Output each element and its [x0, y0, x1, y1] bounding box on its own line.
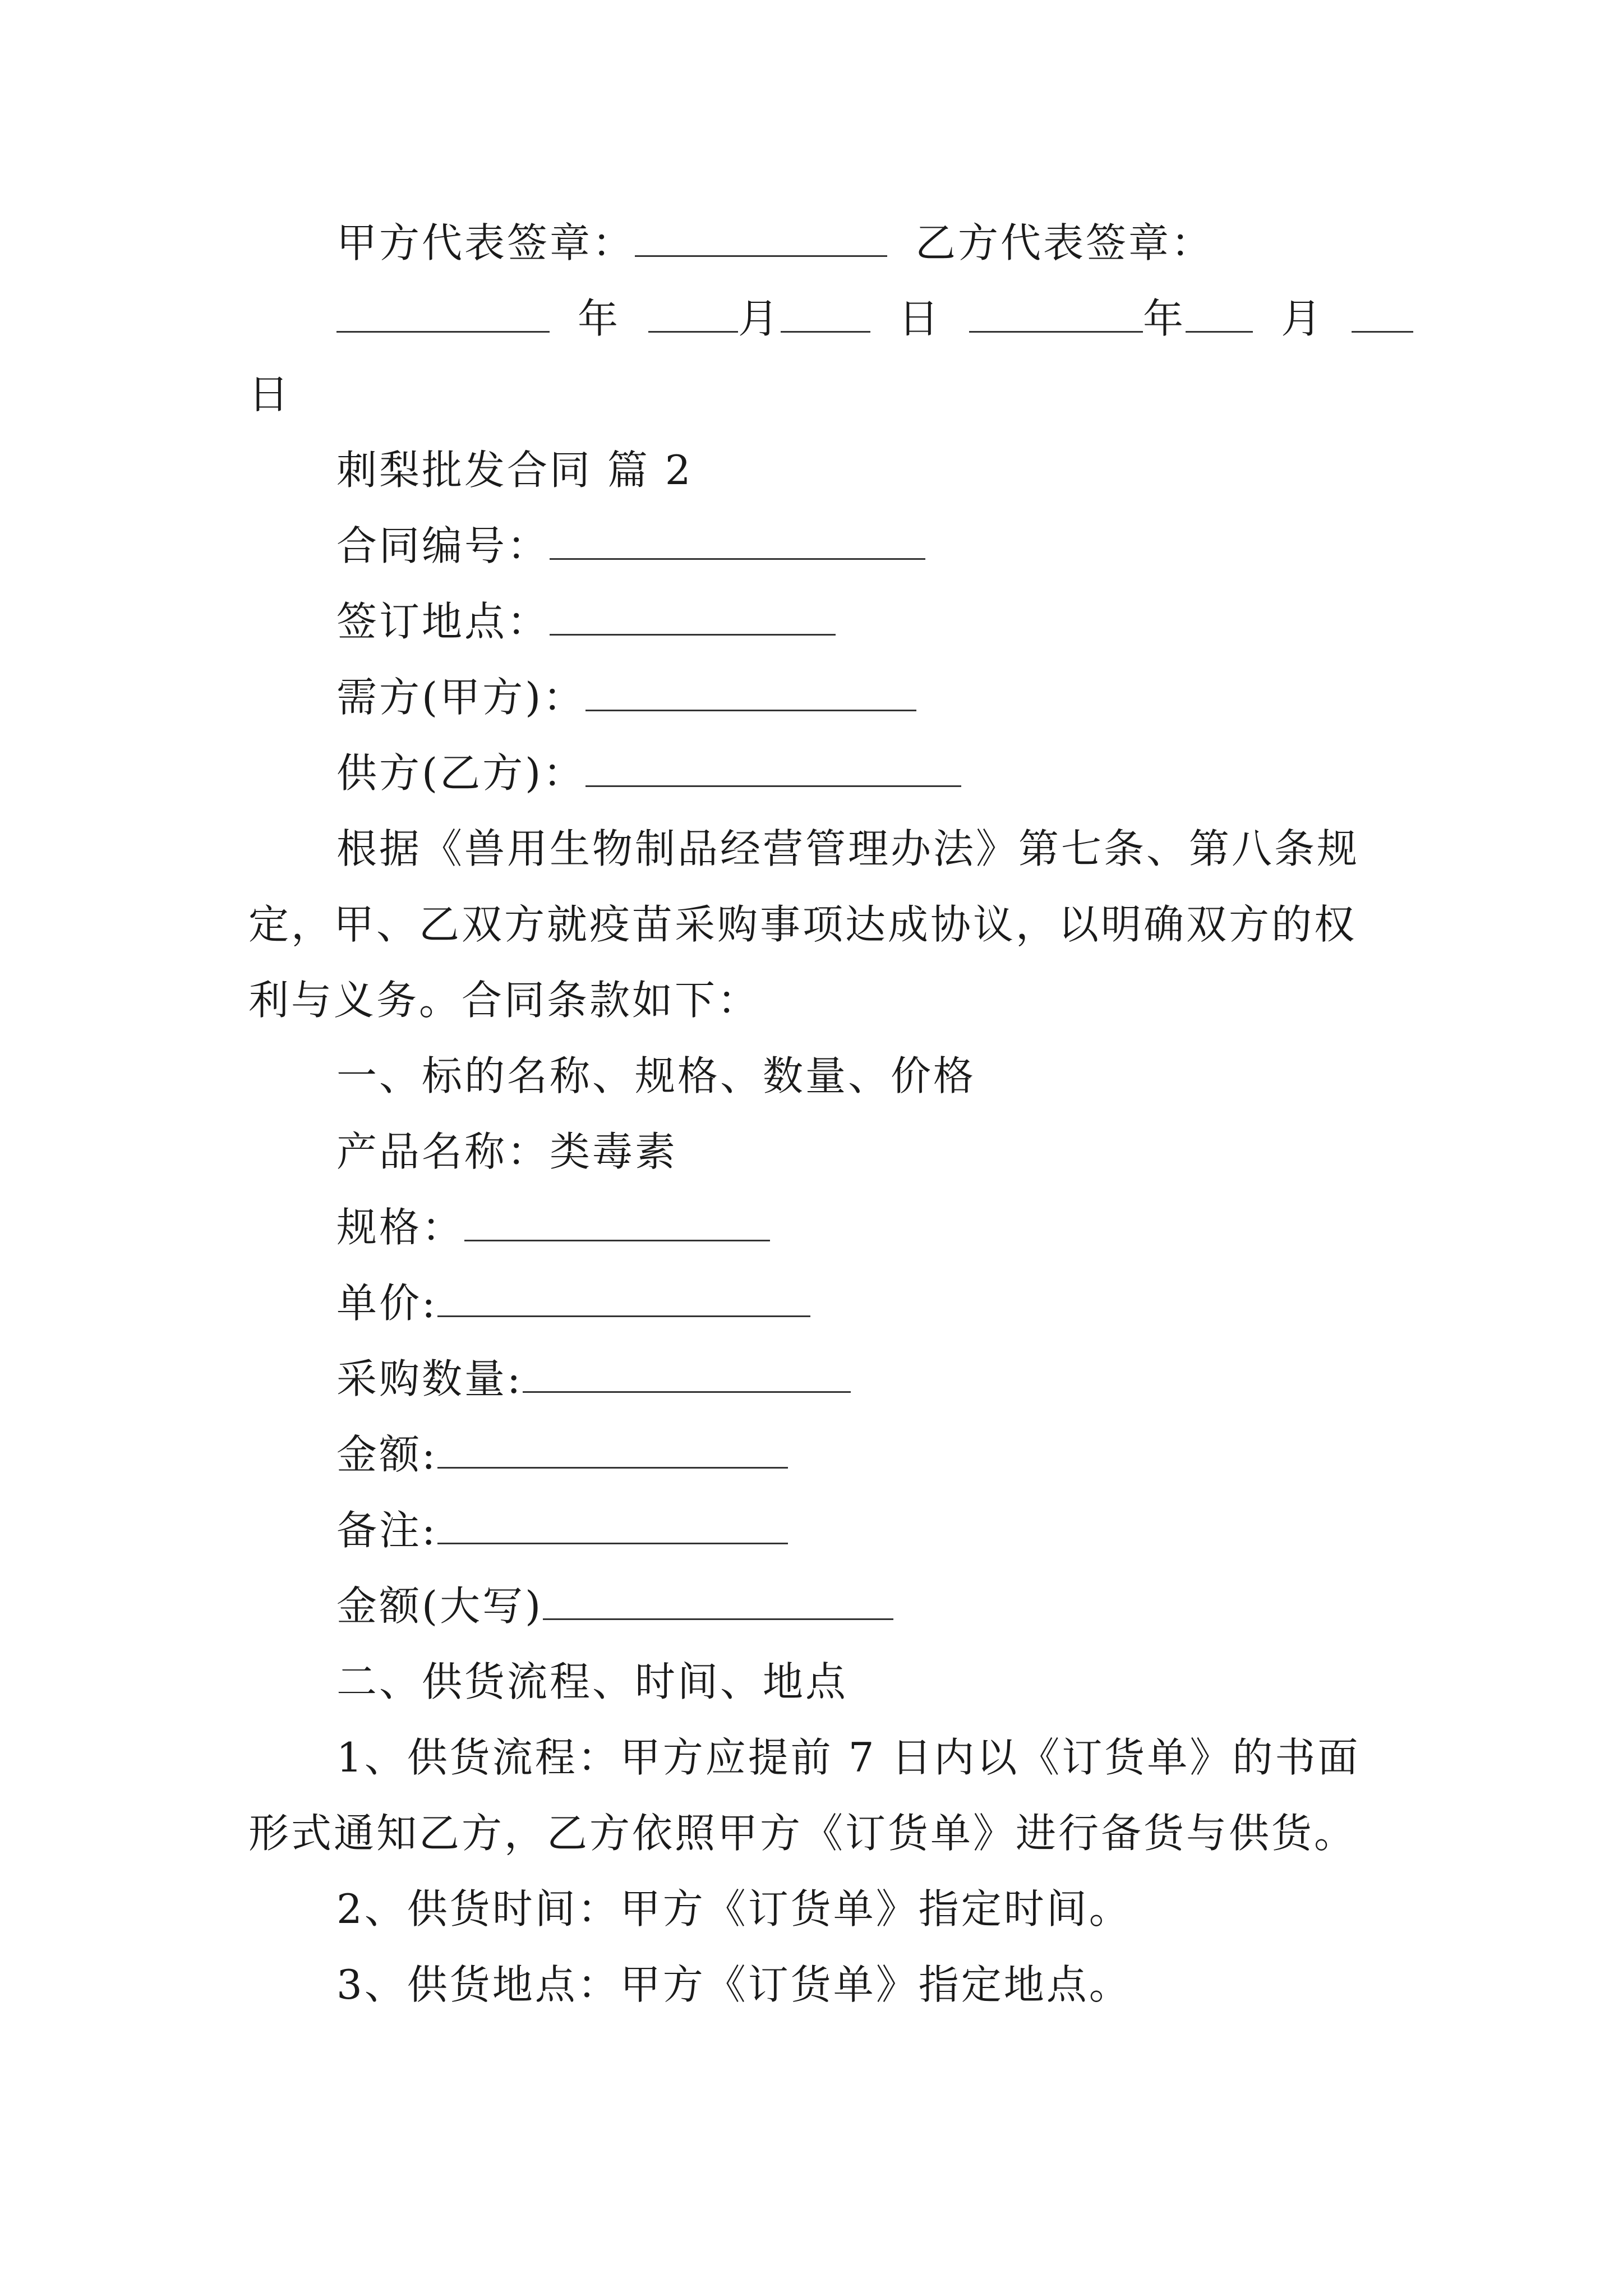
sign-place-blank [550, 597, 836, 636]
spec-label: 规格： [336, 1204, 465, 1251]
section2-item1-line1: 1、供货流程：甲方应提前 7 日内以《订货单》的书面 [336, 1734, 1361, 1781]
section1-heading: 一、标的名称、规格、数量、价格 [336, 1052, 976, 1099]
date-line [336, 292, 1413, 346]
section2-item2: 2、供货时间：甲方《订货单》指定时间。 [336, 1885, 1132, 1932]
party-b-day-blank [1352, 294, 1413, 333]
intro-line-2: 定，甲、乙双方就疫苗采购事项达成协议，以明确双方的权 [248, 901, 1357, 948]
sign-place-label: 签订地点： [336, 598, 550, 645]
party-a-signature-label: 甲方代表签章： [336, 219, 635, 266]
unit-price-field [336, 1276, 810, 1330]
party-b-signature-label: 乙方代表签章： [915, 219, 1214, 266]
section-title: 刺梨批发合同 篇 2 [336, 447, 693, 494]
contract-no-blank [550, 521, 925, 560]
signature-line [336, 216, 1214, 270]
remark-label: 备注: [336, 1507, 438, 1554]
amount-upper-label: 金额(大写) [336, 1582, 543, 1630]
month-label-b: 月 [1281, 295, 1324, 342]
intro-line-3: 利与义务。合同条款如下： [248, 977, 760, 1024]
buyer-label: 需方(甲方)： [336, 674, 586, 721]
party-a-signature-blank [635, 218, 887, 257]
buyer-blank [585, 673, 916, 711]
year-label: 年 [578, 295, 621, 342]
section2-heading: 二、供货流程、时间、地点 [336, 1658, 849, 1705]
party-a-month-blank [648, 294, 738, 333]
party-b-month-blank [1186, 294, 1253, 333]
month-label: 月 [738, 295, 781, 342]
contract-no-field [336, 519, 925, 573]
spec-field [336, 1200, 770, 1254]
supplier-blank [585, 748, 961, 787]
intro-line-1: 根据《兽用生物制品经营管理办法》第七条、第八条规 [336, 825, 1360, 872]
section2-item3: 3、供货地点：甲方《订货单》指定地点。 [336, 1961, 1132, 2008]
remark-field [336, 1503, 788, 1557]
unit-price-label: 单价: [336, 1280, 438, 1327]
unit-price-blank [437, 1278, 810, 1317]
day-label-wrap: 日 [248, 371, 292, 418]
quantity-field [336, 1352, 851, 1406]
party-a-day-blank [781, 294, 870, 333]
contract-no-label: 合同编号： [336, 522, 550, 569]
amount-blank [437, 1430, 788, 1469]
quantity-label: 采购数量: [336, 1355, 523, 1402]
party-b-year-blank [969, 294, 1143, 333]
sign-place-field [336, 595, 836, 648]
quantity-blank [523, 1354, 851, 1393]
date-line-wrap [248, 367, 291, 421]
amount-field [336, 1428, 788, 1481]
product-name: 产品名称：类毒素 [336, 1128, 678, 1175]
amount-label: 金额: [336, 1431, 438, 1478]
section2-item1-line2: 形式通知乙方，乙方依照甲方《订货单》进行备货与供货。 [248, 1810, 1357, 1857]
day-label: 日 [898, 295, 942, 342]
amount-upper-field [336, 1579, 893, 1633]
buyer-field [336, 670, 916, 724]
spec-blank [464, 1203, 770, 1241]
remark-blank [437, 1506, 788, 1544]
year-label-b: 年 [1143, 295, 1186, 342]
supplier-label: 供方(乙方)： [336, 749, 586, 797]
supplier-field [336, 746, 961, 800]
party-a-year-blank [336, 294, 550, 333]
amount-upper-blank [543, 1581, 893, 1620]
